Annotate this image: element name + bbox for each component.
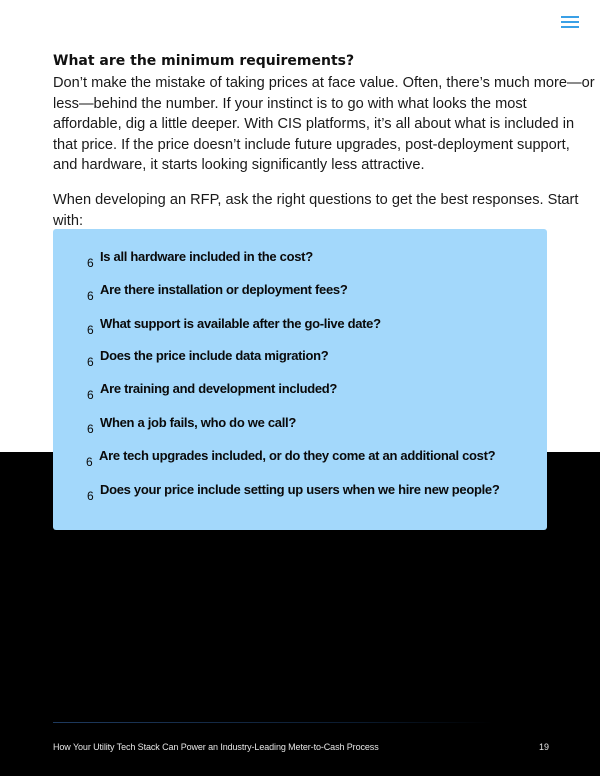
intro-paragraph: Don’t make the mistake of taking prices at face value. Often, there’s much more—or less—behind the number. If your instinct is to go with what looks the most affordable, dig a little deeper. With CIS platforms, it’s all about what is included in that price. If the price doesn’t include future upgrades, post-deployment support, and hardware, it starts looking significantly less attractive.	[53, 75, 595, 173]
question-item	[87, 282, 348, 303]
question-text: Does your price include setting up users when we hire new people?	[100, 482, 500, 497]
question-text: When a job fails, who do we call?	[100, 415, 296, 430]
question-text: Does the price include data migration?	[100, 348, 329, 363]
bullet-icon: 6	[87, 422, 94, 436]
rfp-paragraph: When developing an RFP, ask the right questions to get the best responses. Start with:	[53, 192, 579, 229]
menu-line	[561, 16, 579, 18]
question-text: Are there installation or deployment fees?	[100, 282, 348, 297]
question-item	[87, 415, 296, 436]
bullet-icon: 6	[87, 256, 94, 270]
footer-document-title: How Your Utility Tech Stack Can Power an Industry-Leading Meter-to-Cash Process	[53, 742, 379, 752]
question-text: What support is available after the go-live date?	[100, 316, 381, 331]
question-item	[86, 448, 496, 469]
menu-line	[561, 21, 579, 23]
bullet-icon: 6	[87, 388, 94, 402]
question-text: Is all hardware included in the cost?	[100, 249, 313, 264]
question-item	[87, 482, 500, 503]
bullet-icon: 6	[87, 323, 94, 337]
bullet-icon: 6	[87, 355, 94, 369]
page-number: 19	[539, 742, 550, 752]
bullet-icon: 6	[87, 489, 94, 503]
question-item	[87, 316, 381, 337]
hamburger-menu-icon[interactable]	[561, 16, 579, 28]
footer-divider	[53, 722, 493, 723]
question-item	[87, 249, 313, 270]
question-text: Are training and development included?	[100, 381, 338, 396]
question-item	[87, 381, 338, 402]
question-callout-box	[53, 229, 547, 530]
bullet-icon: 6	[86, 455, 93, 469]
section-heading: What are the minimum requirements?	[53, 53, 355, 69]
menu-line	[561, 26, 579, 28]
question-item	[87, 348, 329, 369]
bullet-icon: 6	[87, 289, 94, 303]
question-text: Are tech upgrades included, or do they come at an additional cost?	[99, 448, 496, 463]
